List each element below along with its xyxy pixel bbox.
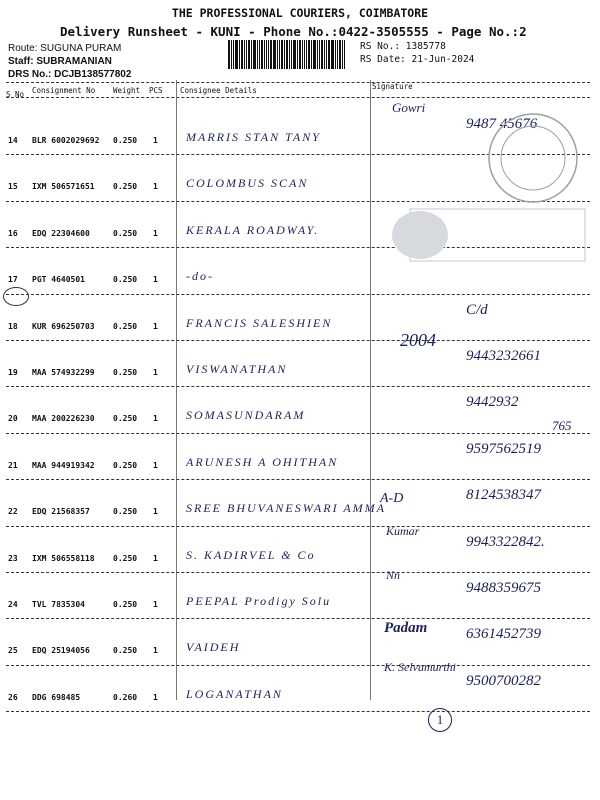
barcode (228, 40, 354, 69)
row-pcs: 1 (153, 182, 158, 192)
sig-row25-name: Padam (384, 620, 428, 636)
row-sno: 20 (8, 414, 18, 424)
round-stamp (478, 108, 588, 208)
barcode-bar (328, 40, 330, 69)
row-consignee: -do- (186, 269, 214, 284)
row-sno: 19 (8, 368, 18, 377)
barcode-bar (311, 40, 312, 69)
row-consignee: VAIDEH (186, 640, 241, 655)
page-mark-circle: 1 (428, 708, 452, 732)
row-sno: 23 (8, 553, 18, 563)
row-weight: 0.250 (113, 646, 138, 656)
drs-label: DRS No.: (8, 69, 52, 80)
col-consignee: Consignee Details (180, 86, 257, 95)
row-weight: 0.250 (113, 136, 138, 145)
barcode-bar (246, 40, 247, 69)
row-signature: C/d (466, 301, 488, 318)
barcode-bar (270, 40, 272, 69)
row-weight: 0.250 (113, 182, 138, 192)
row-divider (6, 479, 590, 480)
barcode-bar (279, 40, 280, 69)
row-consignment-no: PGT 4640501 (32, 275, 85, 285)
runsheet-title: Delivery Runsheet - KUNI - Phone No.:0422-3505555 - Page No.:2 (60, 24, 527, 39)
row-weight: 0.250 (113, 368, 138, 377)
barcode-bar (257, 40, 258, 69)
row-sno: 22 (8, 507, 18, 517)
sig-row22-prefix: A-D (380, 491, 404, 506)
barcode-bar (304, 40, 305, 69)
row-consignment-no: MAA 944919342 (32, 460, 95, 470)
row-weight: 0.250 (113, 553, 138, 563)
row-weight: 0.250 (113, 600, 138, 609)
row-weight: 0.250 (113, 228, 138, 238)
rs-number: RS No.: 1385778 (360, 41, 446, 52)
barcode-bar (331, 40, 334, 69)
col-consignment: Consignment No (32, 86, 96, 95)
drs-value: DCJB138577802 (54, 69, 132, 80)
row-consignment-no: IXM 506571651 (32, 182, 95, 192)
row-signature: 8124538347 (466, 487, 541, 504)
barcode-bar (317, 40, 318, 69)
row-weight: 0.260 (113, 692, 138, 702)
row-sno: 15 (8, 182, 18, 192)
row-signature: 9443232661 (466, 348, 541, 364)
barcode-bar (228, 40, 230, 69)
barcode-bar (259, 40, 260, 69)
barcode-bar (281, 40, 283, 69)
barcode-bar (286, 40, 288, 69)
barcode-bar (344, 40, 345, 69)
row-consignee: VISWANATHAN (186, 362, 288, 376)
barcode-bar (289, 40, 290, 69)
row-weight: 0.250 (113, 321, 138, 331)
row-signature: 9442932 (466, 394, 519, 411)
barcode-bar (324, 40, 325, 69)
row-consignment-no: EDQ 22304600 (32, 228, 90, 238)
barcode-bar (241, 40, 243, 69)
row-pcs: 1 (153, 692, 158, 702)
barcode-bar (335, 40, 336, 69)
sig-row19-top: 2004 (400, 330, 436, 350)
row-weight: 0.250 (113, 460, 138, 470)
row-consignee: LOGANATHAN (186, 686, 283, 701)
sig-row23-prefix: Kumar (386, 524, 420, 538)
row-consignee: S. KADIRVEL & Co (186, 547, 316, 562)
consignee-divider (176, 80, 177, 700)
sno-circle-mark (3, 287, 29, 306)
col-weight: Weight (113, 86, 141, 95)
row-consignee: PEEPAL Prodigy Solu (186, 594, 332, 608)
row-divider (6, 294, 590, 295)
barcode-bar (239, 40, 240, 69)
row-consignment-no: BLR 6002029692 (32, 136, 100, 145)
row-weight: 0.250 (113, 507, 138, 517)
row-consignee: MARRIS STAN TANY (186, 130, 321, 144)
barcode-bar (253, 40, 256, 69)
row-pcs: 1 (153, 460, 158, 470)
row-consignee: COLOMBUS SCAN (186, 176, 309, 191)
row-divider (6, 433, 590, 434)
row-consignment-no: TVL 7835304 (32, 600, 85, 609)
barcode-bar (264, 40, 265, 69)
row-consignee: FRANCIS SALESHIEN (186, 315, 333, 330)
row-divider (6, 572, 590, 573)
row-sno: 26 (8, 692, 18, 702)
row-sno: 21 (8, 460, 18, 470)
sig-row14-name: Gowri (392, 100, 426, 115)
row-divider (6, 711, 590, 712)
row-pcs: 1 (153, 646, 158, 656)
barcode-bar (326, 40, 327, 69)
header-rule-bottom (6, 97, 590, 98)
staff-line (8, 56, 112, 67)
barcode-bar (273, 40, 276, 69)
barcode-bar (266, 40, 267, 69)
row-consignment-no: MAA 574932299 (32, 368, 95, 377)
barcode-bar (233, 40, 234, 69)
row-consignee: ARUNESH A OHITHAN (186, 454, 339, 469)
row-consignment-no: EDQ 25194056 (32, 646, 90, 656)
row-sno: 24 (8, 600, 18, 609)
row-sno: 17 (8, 275, 18, 285)
row-divider (6, 340, 590, 341)
row-signature: 9597562519 (466, 440, 541, 457)
staff-value: SUBRAMANIAN (36, 56, 112, 67)
row-sno: 16 (8, 228, 18, 238)
row-consignee: KERALA ROADWAY. (186, 222, 320, 237)
company-title: THE PROFESSIONAL COURIERS, COIMBATORE (171, 6, 429, 20)
signature-divider (370, 80, 371, 700)
row-signature: 9488359675 (466, 580, 541, 596)
row-signature: 9943322842. (466, 533, 545, 550)
barcode-bar (299, 40, 301, 69)
barcode-bar (321, 40, 323, 69)
row-weight: 0.250 (113, 275, 138, 285)
barcode-bar (319, 40, 320, 69)
barcode-bar (268, 40, 269, 69)
barcode-bar (293, 40, 296, 69)
row-signature: 9487 45676 (466, 116, 538, 132)
row-pcs: 1 (153, 136, 158, 145)
rs-date: RS Date: 21-Jun-2024 (360, 54, 475, 65)
row-divider (6, 618, 590, 619)
row-pcs: 1 (153, 507, 158, 517)
sig-row26-name: K. Selvamurthi (384, 660, 456, 674)
row-consignee: SREE BHUVANESWARI AMMA (186, 501, 387, 516)
row-consignment-no: MAA 200226230 (32, 414, 95, 424)
col-sno: S No (6, 90, 25, 99)
row-sno: 25 (8, 646, 18, 656)
barcode-bar (251, 40, 252, 69)
row-pcs: 1 (153, 553, 158, 563)
row-pcs: 1 (153, 600, 158, 609)
row-divider (6, 526, 590, 527)
row-consignee: SOMASUNDARAM (186, 408, 306, 423)
row-consignment-no: EDQ 21568357 (32, 507, 90, 517)
staff-label: Staff: (8, 56, 34, 67)
barcode-bar (342, 40, 343, 69)
row-weight: 0.250 (113, 414, 138, 424)
barcode-bar (308, 40, 310, 69)
row-consignment-no: DDG 698485 (32, 692, 81, 702)
route-value: SUGUNA PURAM (40, 43, 122, 54)
barcode-bar (231, 40, 232, 69)
row-signature: 6361452739 (466, 626, 541, 643)
row-consignment-no: KUR 696250703 (32, 321, 95, 331)
sig-row24-prefix: Nn (386, 568, 401, 582)
barcode-bar (277, 40, 278, 69)
row-signature: 9500700282 (466, 672, 541, 689)
row-sno: 18 (8, 321, 18, 331)
barcode-bar (248, 40, 250, 69)
barcode-bar (284, 40, 285, 69)
row-pcs: 1 (153, 321, 158, 331)
barcode-bar (313, 40, 316, 69)
row-pcs: 1 (153, 275, 158, 285)
sig-row20-tail: 765 (552, 418, 572, 433)
row-sno: 14 (8, 136, 18, 145)
rectangular-stamp (380, 205, 590, 265)
barcode-bar (306, 40, 307, 69)
barcode-bar (302, 40, 303, 69)
barcode-bar (297, 40, 298, 69)
drs-line (8, 69, 131, 80)
row-pcs: 1 (153, 368, 158, 377)
col-pcs: PCS (149, 86, 163, 95)
row-divider (6, 386, 590, 387)
barcode-bar (244, 40, 245, 69)
route-label: Route: (8, 43, 38, 54)
header-rule-top (6, 82, 590, 83)
row-divider (6, 665, 590, 666)
col-signature: Signature (372, 82, 413, 91)
barcode-bar (291, 40, 292, 69)
route-line (8, 43, 121, 54)
row-pcs: 1 (153, 228, 158, 238)
barcode-bar (339, 40, 341, 69)
row-pcs: 1 (153, 414, 158, 424)
barcode-bar (261, 40, 263, 69)
row-consignment-no: IXM 506558118 (32, 553, 95, 563)
barcode-bar (337, 40, 338, 69)
barcode-bar (235, 40, 238, 69)
